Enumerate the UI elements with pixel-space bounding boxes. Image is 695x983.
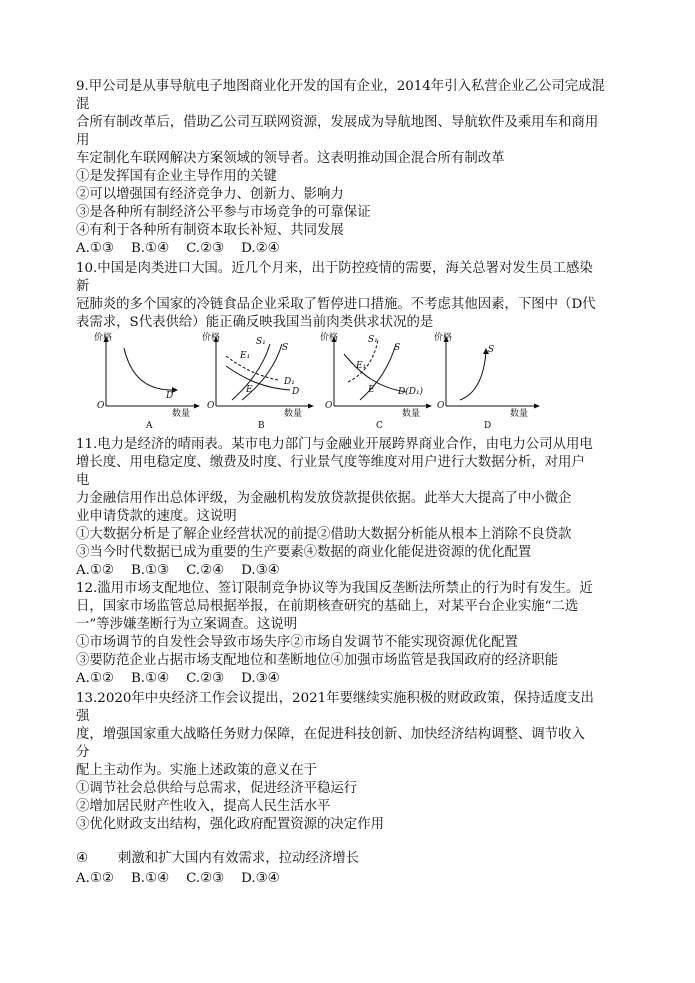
q13-stem-wrap2: 分 (76, 745, 90, 760)
graph-c-s1-label: S₁ (368, 335, 378, 345)
q9-stem-wrap2: 用 (76, 133, 90, 148)
q12-stem-line3: 一”等涉嫌垄断行为立案调查。这说明 (76, 617, 298, 632)
graph-b-s-label: S (282, 343, 289, 353)
q10-stem-wrap: 新 (76, 279, 90, 294)
graph-a-qty-label: 数量 (172, 409, 191, 419)
q13-option-4-num: ④ (76, 851, 89, 866)
graph-c-qty-label: 数量 (402, 409, 421, 419)
q13-stem-line3: 配上主动作为。实施上述政策的意义在于 (76, 763, 318, 778)
q10-stem-line3: 表需求，S代表供给）能正确反映我国当前肉类供求状况的是 (76, 315, 434, 330)
q11-stem-line4: 业申请贷款的速度。这说明 (76, 509, 237, 524)
graph-a-curve (124, 348, 172, 390)
q10-stem-line1: 10.中国是肉类进口大国。近几个月来，出于防控疫情的需要，海关总署对发生员工感染 (76, 261, 593, 276)
q9-option-4: ④有利于各种所有制资本取长补短、共同发展 (76, 223, 344, 238)
graph-d-curve-label: S (488, 345, 495, 355)
graph-d-letter: D (484, 421, 492, 431)
q9-stem-line1: 9.甲公司是从事导航电子地图商业化开发的国有企业，2014年引入私营企业乙公司完成混 (76, 79, 605, 94)
q13-option-1: ①调节社会总供给与总需求，促进经济平稳运行 (76, 781, 358, 796)
q11-stem-line1: 11.电力是经济的晴雨表。某市电力部门与金融业开展跨界商业合作，由电力公司从用电 (76, 437, 593, 452)
graph-c (320, 330, 435, 432)
graph-c-letter: C (376, 421, 383, 431)
q9-option-1: ①是发挥国有企业主导作用的关键 (76, 169, 277, 184)
graph-b-s1-label: S₁ (256, 337, 266, 347)
q11-stem-line3: 力金融信用作出总体评级，为金融机构发放贷款提供依据。此举大大提高了中小微企 (76, 491, 572, 506)
graph-a-price-label: 价格 (94, 333, 113, 343)
q13-option-3: ③优化财政支出结构，强化政府配置资源的决定作用 (76, 817, 384, 832)
q11-stem-line2: 增长度、用电稳定度、缴费及时度、行业景气度等维度对用户进行大数据分析，对用户 (76, 455, 585, 470)
graph-c-s-label: S (394, 343, 401, 353)
q11-stem-wrap: 电 (76, 473, 90, 488)
graph-b-price-label: 价格 (202, 333, 221, 343)
q10-stem-line2: 冠肺炎的多个国家的冷链食品企业采取了暂停进口措施。不考虑其他因素，下图中（D代 (76, 297, 596, 312)
graph-a-origin: O (97, 401, 105, 411)
graph-b-d1-label: D₁ (284, 377, 295, 387)
graph-b-origin: O (207, 401, 215, 411)
graph-c-price-label: 价格 (320, 333, 339, 343)
q13-option-2: ②增加居民财产性收入，提高人民生活水平 (76, 799, 331, 814)
graph-b-qty-label: 数量 (284, 409, 303, 419)
q9-option-2: ②可以增强国有经济竞争力、创新力、影响力 (76, 187, 344, 202)
q12-options-1: ①市场调节的自发性会导致市场失序②市场自发调节不能实现资源优化配置 (76, 635, 518, 650)
q11-options-1: ①大数据分析是了解企业经营状况的前提②借助大数据分析能从根本上消除不良贷款 (76, 527, 572, 542)
q13-choices: A.①② B.①④ C.②③ D.③④ (76, 871, 280, 886)
q13-stem-line2: 度，增强国家重大战略任务财力保障，在促进科技创新、加快经济结构调整、调节收入 (76, 727, 585, 742)
q9-option-3: ③是各种所有制经济公平参与市场竞争的可靠保证 (76, 205, 371, 220)
graph-d-qty-label: 数量 (510, 409, 529, 419)
q9-choices: A.①③ B.①④ C.②③ D.②④ (76, 241, 280, 256)
graph-c-d-label: D(D₁) (398, 387, 424, 397)
graph-b-d-label: D (292, 387, 300, 397)
q12-choices: A.①② B.①④ C.②③ D.③④ (76, 671, 280, 686)
q9-stem-wrap1: 混 (76, 97, 90, 112)
graph-b (202, 330, 317, 432)
graph-c-e-label: E (368, 385, 375, 395)
q11-choices: A.①② B.①③ C.②④ D.③④ (76, 563, 280, 578)
graph-c-origin: O (325, 401, 333, 411)
q9-stem-line2: 合所有制改革后，借助乙公司互联网资源，发展成为导航地图、导航软件及乘用车和商用 (76, 115, 599, 130)
q12-options-2: ③要防范企业占据市场支配地位和垄断地位④加强市场监管是我国政府的经济职能 (76, 653, 559, 668)
q13-stem-line1: 13.2020年中央经济工作会议提出，2021年要继续实施积极的财政政策，保持适度支出 (76, 691, 594, 706)
q13-option-4-text: 刺激和扩大国内有效需求，拉动经济增长 (118, 851, 360, 866)
graph-a-letter: A (146, 421, 153, 431)
q12-stem-line1: 12.滥用市场支配地位、签订限制竞争协议等为我国反垄断法所禁止的行为时有发生。近 (76, 581, 593, 596)
graph-c-d-curve (344, 354, 406, 392)
q9-stem-line3: 车定制化车联网解决方案领域的领导者。这表明推动国企混合所有制改革 (76, 151, 505, 166)
graph-d-price-label: 价格 (434, 333, 453, 343)
graph-b-e-label: E (246, 385, 253, 395)
q11-options-2: ③当今时代数据已成为重要的生产要素④数据的商业化能促进资源的优化配置 (76, 545, 532, 560)
graph-b-e1-label: E₁ (240, 351, 251, 361)
graph-c-s-curve (360, 344, 396, 400)
graph-b-d1-curve (226, 356, 278, 380)
graph-d-curve (460, 352, 486, 400)
graph-a (92, 330, 202, 432)
q12-stem-line2: 日，国家市场监管总局根据举报，在前期核查研究的基础上，对某平台企业实施“二选 (76, 599, 579, 614)
q13-stem-wrap1: 强 (76, 709, 90, 724)
graph-d-origin: O (437, 401, 445, 411)
graph-c-e1-label: E₁ (356, 361, 367, 371)
graph-d (432, 330, 542, 432)
graph-a-curve-label: D (166, 391, 174, 401)
graph-b-letter: B (258, 421, 265, 431)
